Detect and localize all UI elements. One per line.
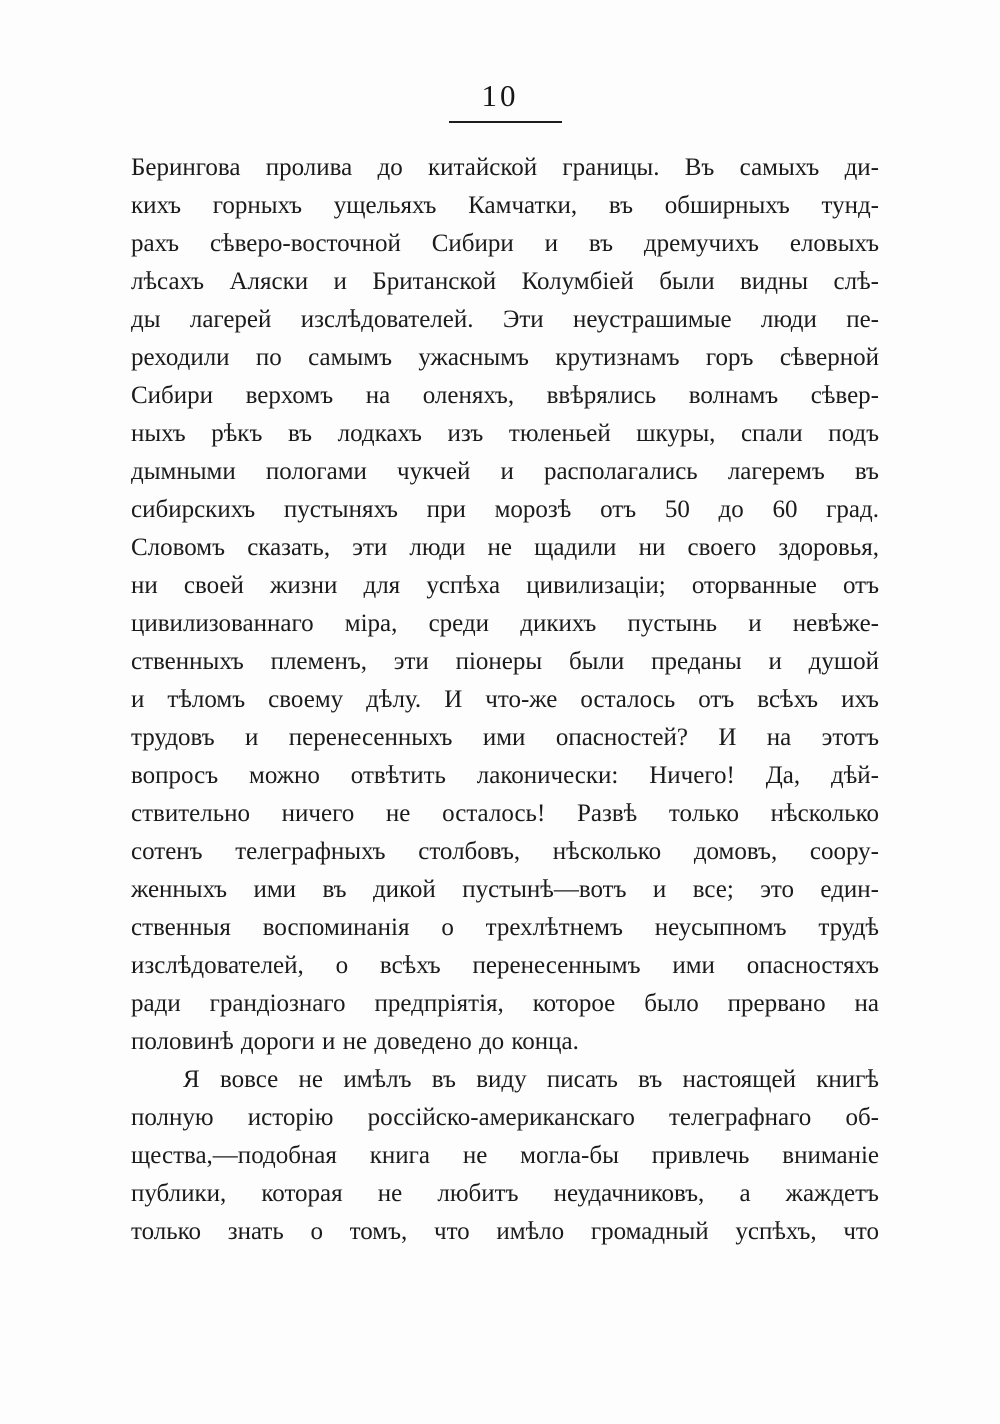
text-line: публики, которая не любитъ неудачниковъ, а жаждетъ	[131, 1180, 879, 1207]
text-line: сотенъ телеграфныхъ столбовъ, нѣсколько домовъ, соору-	[131, 838, 879, 865]
page-text	[131, 149, 879, 1251]
page-number-rule	[449, 121, 562, 123]
text-line: Я вовсе не имѣлъ въ виду писать въ настоящей книгѣ	[183, 1066, 879, 1093]
text-line: реходили по самымъ ужаснымъ крутизнамъ горъ сѣверной	[131, 344, 879, 371]
text-line: щества,—подобная книга не могла-бы привлечь вниманіе	[131, 1142, 879, 1169]
text-line: ствительно ничего не осталось! Развѣ только нѣсколько	[131, 800, 879, 827]
text-line: Словомъ сказать, эти люди не щадили ни своего здоровья,	[131, 534, 879, 561]
text-line: ни своей жизни для успѣха цивилизаціи; оторванные отъ	[131, 572, 879, 599]
text-line: ды лагерей изслѣдователей. Эти неустрашимые люди пе-	[131, 306, 879, 333]
text-line: Сибири верхомъ на оленяхъ, ввѣрялись волнамъ сѣвер-	[131, 382, 879, 409]
text-line: ради грандіознаго предпріятія, которое было прервано на	[131, 990, 879, 1017]
text-line: ственныя воспоминанія о трехлѣтнемъ неусыпномъ трудѣ	[131, 914, 879, 941]
text-line: рахъ сѣверо-восточной Сибири и въ дремучихъ еловыхъ	[131, 230, 879, 257]
page-header	[0, 78, 1000, 114]
text-line: вопросъ можно отвѣтить лаконически: Ничего! Да, дѣй-	[131, 762, 879, 789]
text-line: полную исторію россійско-американскаго телеграфнаго об-	[131, 1104, 879, 1131]
text-line: цивилизованнаго міра, среди дикихъ пустынь и невѣже-	[131, 610, 879, 637]
text-line: дымными пологами чукчей и располагались лагеремъ въ	[131, 458, 879, 485]
text-line: сибирскихъ пустыняхъ при морозѣ отъ 50 до 60 град.	[131, 496, 879, 523]
text-line: ныхъ рѣкъ въ лодкахъ изъ тюленьей шкуры, спали подъ	[131, 420, 879, 447]
page-number: 10	[481, 78, 519, 113]
text-line: Берингова пролива до китайской границы. Въ самыхъ ди-	[131, 154, 879, 181]
text-line: половинѣ дороги и не доведено до конца.	[131, 1028, 579, 1055]
text-line: женныхъ ими въ дикой пустынѣ—вотъ и все; это един-	[131, 876, 879, 903]
text-line: и тѣломъ своему дѣлу. И что-же осталось отъ всѣхъ ихъ	[131, 686, 879, 713]
text-line: только знать о томъ, что имѣло громадный успѣхъ, что	[131, 1218, 879, 1245]
text-line: трудовъ и перенесенныхъ ими опасностей? И на этотъ	[131, 724, 879, 751]
text-line: изслѣдователей, о всѣхъ перенесеннымъ ими опасностяхъ	[131, 952, 879, 979]
text-line: ственныхъ племенъ, эти піонеры были преданы и душой	[131, 648, 879, 675]
text-line: кихъ горныхъ ущельяхъ Камчатки, въ обширныхъ тунд-	[131, 192, 879, 219]
text-line: лѣсахъ Аляски и Британской Колумбіей были видны слѣ-	[131, 268, 879, 295]
